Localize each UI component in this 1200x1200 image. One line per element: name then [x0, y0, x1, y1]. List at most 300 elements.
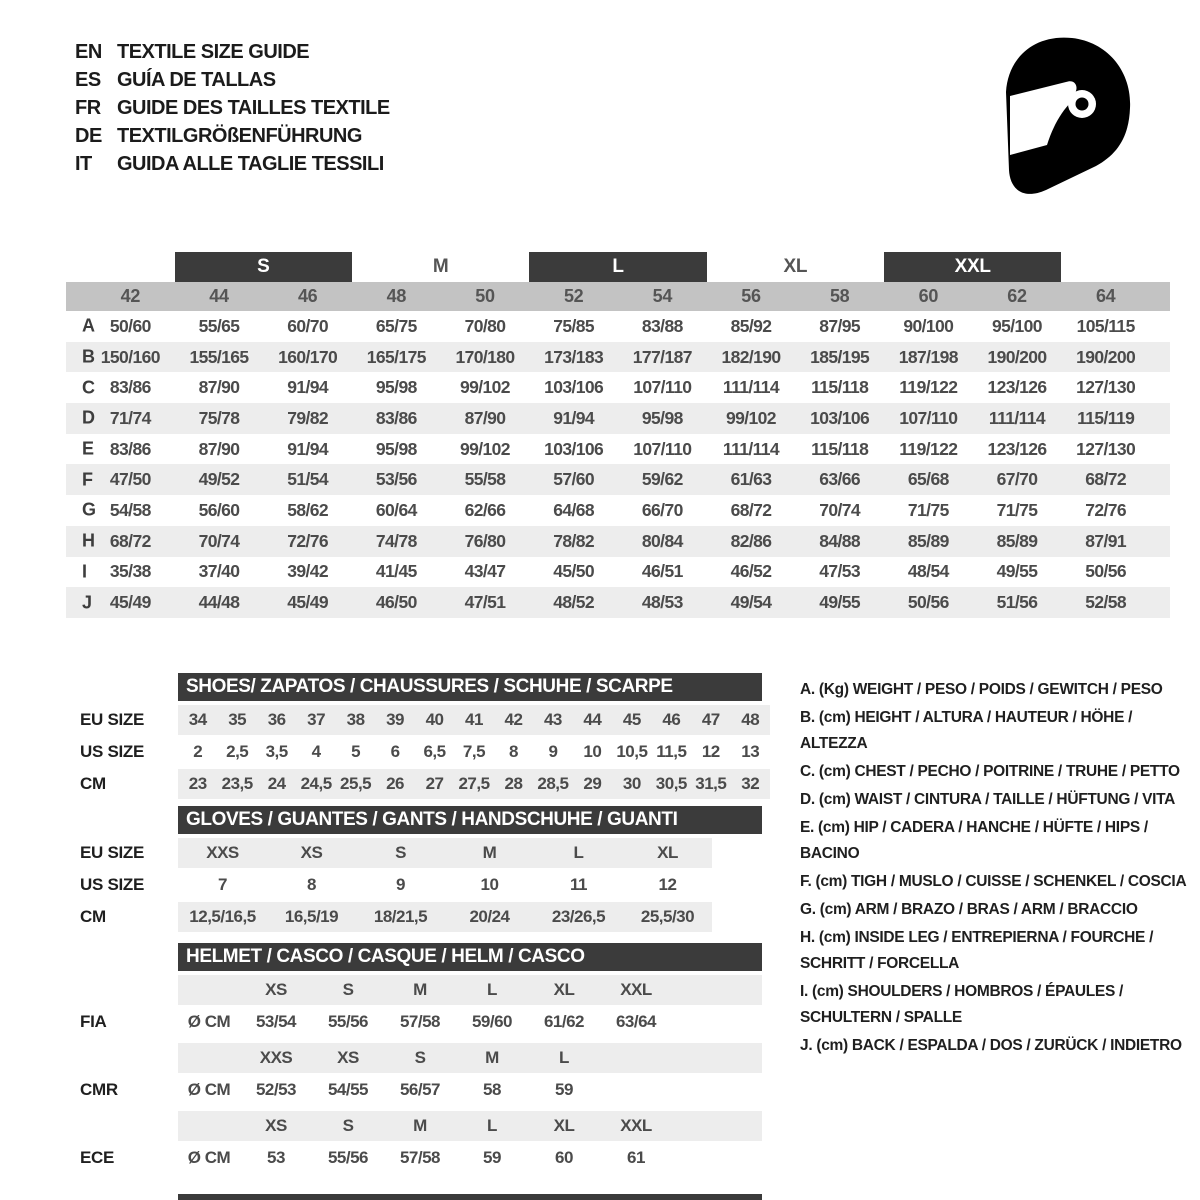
measure-value: 52/58 [1085, 592, 1127, 613]
numeric-size: 42 [120, 286, 141, 306]
measure-row-label: C [82, 377, 95, 398]
helmet-size-labels [178, 1111, 762, 1141]
helmet-values [178, 1007, 762, 1037]
measure-row-values [86, 342, 1150, 373]
helmet-size: XXS [259, 1048, 293, 1067]
legend-item: I. (cm) SHOULDERS / HOMBROS / ÉPAULES / SCHULTERN / SPALLE [800, 983, 1124, 1026]
shoes-value: 28 [504, 774, 523, 793]
measure-row-a [66, 311, 1170, 342]
measure-value: 58/62 [287, 499, 329, 520]
shoes-value: 7,5 [462, 742, 486, 761]
language-code: FR [75, 96, 101, 119]
gloves-value: 8 [307, 875, 316, 894]
measure-row-values [86, 557, 1150, 588]
measure-value: 79/82 [287, 407, 329, 428]
numeric-size: 54 [652, 286, 673, 306]
measure-value: 119/122 [899, 377, 958, 398]
shoes-value: 3,5 [265, 742, 288, 761]
measure-value: 70/80 [464, 315, 506, 336]
helmet-standard-label: CMR [80, 1080, 118, 1099]
measure-value: 99/102 [460, 438, 510, 459]
shoes-value: 10,5 [616, 742, 648, 761]
helmet-value: 55/56 [327, 1012, 369, 1031]
shoes-value: 23,5 [221, 774, 253, 793]
measure-value: 56/60 [198, 499, 240, 520]
shoes-section-header: SHOES/ ZAPATOS / CHAUSSURES / SCHUHE / SCARPE [178, 673, 762, 701]
shoes-value: 6,5 [423, 742, 446, 761]
measure-value: 53/56 [375, 469, 417, 490]
helmet-size: M [413, 1116, 427, 1135]
measure-value: 91/94 [287, 438, 329, 459]
measure-row-label: A [82, 315, 95, 336]
helmet-value: 58 [483, 1080, 501, 1099]
helmet-value: 59 [483, 1148, 501, 1167]
helmet-value: 59 [555, 1080, 573, 1099]
measure-value: 111/114 [722, 438, 780, 459]
legend-item: G. (cm) ARM / BRAZO / BRAS / ARM / BRACCIO [800, 901, 1138, 918]
measure-value: 91/94 [553, 407, 595, 428]
helmet-value: 63/64 [615, 1012, 657, 1031]
measure-value: 71/75 [996, 499, 1038, 520]
helmet-value: 59/60 [471, 1012, 513, 1031]
measure-value: 50/60 [109, 315, 151, 336]
measure-value: 50/56 [1085, 561, 1127, 582]
measure-value: 115/118 [811, 377, 869, 398]
gloves-row-values [178, 902, 712, 932]
measure-value: 49/54 [730, 592, 772, 613]
measure-row-label: H [82, 530, 95, 551]
measure-row-label: J [82, 592, 93, 613]
diameter-unit-label: Ø CM [187, 1148, 231, 1167]
legend-item: E. (cm) HIP / CADERA / HANCHE / HÜFTE / HIPS / BACINO [800, 819, 1148, 862]
shoes-value: 25,5 [340, 774, 372, 793]
measure-value: 70/74 [198, 530, 240, 551]
helmet-size: XS [337, 1048, 359, 1067]
shoes-row-label: CM [80, 774, 106, 793]
cutoff-section-bar [178, 1194, 762, 1200]
measure-value: 107/110 [633, 377, 692, 398]
shoes-rows [70, 705, 780, 799]
gloves-value: M [482, 843, 497, 862]
measure-row-label: D [82, 407, 95, 428]
shoes-value: 35 [228, 710, 247, 729]
measure-value: 57/60 [553, 469, 595, 490]
gloves-row-us-size [70, 870, 780, 900]
shoes-value: 13 [741, 742, 760, 761]
size-group-l: L [529, 252, 706, 282]
measure-value: 127/130 [1076, 377, 1136, 398]
measure-value: 85/89 [996, 530, 1038, 551]
helmet-value: 53 [267, 1148, 285, 1167]
measure-value: 111/114 [722, 377, 780, 398]
shoes-value: 29 [583, 774, 602, 793]
measure-value: 35/38 [109, 561, 151, 582]
measure-value: 165/175 [366, 346, 426, 367]
numeric-size: 60 [918, 286, 939, 306]
measure-row-values [86, 526, 1150, 557]
measure-value: 66/70 [641, 499, 683, 520]
helmet-standard-label: FIA [80, 1012, 107, 1031]
gloves-section-header: GLOVES / GUANTES / GANTS / HANDSCHUHE / GUANTI [178, 806, 762, 834]
diameter-unit-label: Ø CM [187, 1080, 231, 1099]
shoes-row-values [178, 737, 770, 767]
language-title-row [75, 66, 390, 94]
shoes-row-values [178, 769, 770, 799]
size-group-s: S [175, 252, 352, 282]
language-code: IT [75, 152, 92, 175]
shoes-value: 30 [622, 774, 641, 793]
measure-value: 60/70 [287, 315, 329, 336]
measure-row-label: F [82, 469, 93, 490]
gloves-value: 25,5/30 [640, 907, 695, 926]
measure-value: 87/95 [819, 315, 861, 336]
gloves-row-label: CM [80, 907, 106, 926]
measure-value: 49/52 [198, 469, 240, 490]
gloves-value: XS [300, 843, 323, 862]
helmet-size-labels [178, 975, 762, 1005]
gloves-value: XL [657, 843, 678, 862]
gloves-value: S [395, 843, 406, 862]
gloves-value: 12 [658, 875, 677, 894]
helmet-value: 52/53 [255, 1080, 297, 1099]
measure-value: 47/53 [819, 561, 861, 582]
helmet-value: 61 [627, 1148, 645, 1167]
shoes-value: 28,5 [537, 774, 569, 793]
helmet-section [70, 943, 780, 1173]
shoes-value: 39 [386, 710, 405, 729]
measure-value: 87/90 [198, 377, 240, 398]
measure-value: 63/66 [819, 469, 861, 490]
shoes-row-label: US SIZE [80, 742, 145, 761]
measure-value: 95/98 [375, 377, 417, 398]
shoes-row-label: EU SIZE [80, 710, 145, 729]
measure-value: 45/49 [109, 592, 151, 613]
shoes-row-cm [70, 769, 780, 799]
measure-value: 72/76 [287, 530, 329, 551]
measure-value: 111/114 [988, 407, 1046, 428]
measure-value: 45/50 [553, 561, 595, 582]
helmet-size: L [487, 1116, 497, 1135]
measure-value: 103/106 [544, 438, 604, 459]
measure-value: 45/49 [287, 592, 329, 613]
shoes-value: 2,5 [226, 742, 249, 761]
measure-row-d [66, 403, 1170, 434]
helmet-value: 60 [555, 1148, 573, 1167]
measure-value: 127/130 [1076, 438, 1136, 459]
shoes-value: 46 [662, 710, 681, 729]
measure-value: 85/89 [907, 530, 949, 551]
shoes-value: 41 [465, 710, 483, 729]
measure-value: 115/119 [1077, 407, 1135, 428]
measure-row-c [66, 372, 1170, 403]
shoes-value: 38 [346, 710, 365, 729]
measure-row-values [86, 372, 1150, 403]
language-title-row [75, 150, 390, 178]
measure-value: 83/86 [109, 438, 151, 459]
helmet-size: XS [265, 1116, 287, 1135]
measure-value: 55/65 [198, 315, 240, 336]
helmet-size: S [342, 1116, 354, 1135]
gloves-section [70, 806, 780, 932]
gloves-value: 10 [480, 875, 499, 894]
measure-value: 83/86 [109, 377, 151, 398]
gloves-row-eu-size [70, 838, 780, 868]
measure-row-label: I [82, 561, 88, 582]
shoes-value: 27 [425, 774, 444, 793]
measure-value: 68/72 [730, 499, 772, 520]
shoes-value: 11,5 [656, 742, 687, 761]
measure-value: 83/88 [641, 315, 683, 336]
measure-value: 76/80 [464, 530, 506, 551]
helmet-size: XS [265, 980, 287, 999]
measure-row-values [86, 311, 1150, 342]
gloves-value: XXS [206, 843, 239, 862]
measure-value: 170/180 [455, 346, 515, 367]
helmet-size: S [414, 1048, 426, 1067]
language-code: ES [75, 68, 101, 91]
shoes-section [70, 673, 780, 799]
measure-value: 85/92 [730, 315, 772, 336]
measure-value: 65/75 [375, 315, 417, 336]
measure-value: 47/51 [464, 592, 506, 613]
measure-value: 39/42 [287, 561, 329, 582]
measure-value: 41/45 [375, 561, 417, 582]
helmet-size: M [485, 1048, 499, 1067]
helmet-value: 57/58 [399, 1012, 441, 1031]
size-group-m: M [432, 256, 449, 277]
measure-value: 71/74 [109, 407, 151, 428]
shoes-value: 45 [622, 710, 641, 729]
measure-value: 103/106 [544, 377, 604, 398]
gloves-value: 16,5/19 [284, 907, 339, 926]
helmet-section-header: HELMET / CASCO / CASQUE / HELM / CASCO [178, 943, 762, 971]
language-code: EN [75, 40, 102, 63]
gloves-value: L [573, 843, 584, 862]
measure-value: 155/165 [189, 346, 249, 367]
shoes-value: 9 [548, 742, 558, 761]
shoes-value: 10 [583, 742, 602, 761]
measure-value: 48/53 [641, 592, 683, 613]
gloves-value: 23/26,5 [551, 907, 606, 926]
numeric-size-band [66, 282, 1170, 311]
helmet-size: M [413, 980, 427, 999]
helmet-size: XXL [620, 980, 652, 999]
measure-value: 46/52 [730, 561, 772, 582]
measure-row-values [86, 464, 1150, 495]
gloves-row-values [178, 838, 712, 868]
legend-item: J. (cm) BACK / ESPALDA / DOS / ZURÜCK / INDIETRO [800, 1037, 1182, 1054]
measure-value: 49/55 [996, 561, 1038, 582]
gloves-rows [70, 838, 780, 932]
measure-row-values [86, 403, 1150, 434]
shoes-value: 47 [701, 710, 720, 729]
measure-row-label: B [82, 346, 95, 367]
helmet-size-row-cmr [70, 1043, 780, 1073]
measure-value: 123/126 [987, 377, 1047, 398]
measure-row-values [86, 434, 1150, 465]
shoes-value: 30,5 [655, 774, 687, 793]
measure-value: 64/68 [553, 499, 595, 520]
measure-row-f [66, 464, 1170, 495]
measure-value: 59/62 [641, 469, 683, 490]
measure-value: 119/122 [899, 438, 958, 459]
helmet-size: L [487, 980, 497, 999]
measure-value: 123/126 [987, 438, 1047, 459]
measure-value: 62/66 [464, 499, 506, 520]
measure-value: 50/56 [907, 592, 949, 613]
measure-value: 43/47 [464, 561, 506, 582]
gloves-row-label: US SIZE [80, 875, 145, 894]
shoes-value: 32 [741, 774, 760, 793]
language-code: DE [75, 124, 102, 147]
measure-row-e [66, 434, 1170, 465]
numeric-size: 44 [209, 286, 229, 306]
shoes-value: 43 [543, 710, 562, 729]
guide-title: GUÍA DE TALLAS [117, 68, 276, 91]
measure-value: 78/82 [553, 530, 595, 551]
measure-value: 173/183 [544, 346, 604, 367]
helmet-standard-label: ECE [80, 1148, 115, 1167]
measure-value: 60/64 [375, 499, 417, 520]
numeric-size: 56 [741, 286, 761, 306]
shoes-value: 31,5 [695, 774, 727, 793]
measure-value: 55/58 [464, 469, 506, 490]
gloves-value: 9 [396, 875, 405, 894]
measure-value: 74/78 [375, 530, 417, 551]
helmet-value: 53/54 [255, 1012, 297, 1031]
gloves-value: 18/21,5 [373, 907, 428, 926]
language-title-row [75, 122, 390, 150]
gloves-row-label: EU SIZE [80, 843, 145, 862]
legend-item: C. (cm) CHEST / PECHO / POITRINE / TRUHE / PETTO [800, 763, 1180, 780]
measure-value: 91/94 [287, 377, 329, 398]
helmet-size-row-fia [70, 975, 780, 1005]
measure-value: 67/70 [996, 469, 1038, 490]
shoes-value: 4 [311, 742, 321, 761]
measure-value: 70/74 [819, 499, 861, 520]
numeric-size: 48 [386, 286, 407, 306]
shoes-value: 36 [267, 710, 286, 729]
shoes-value: 37 [307, 710, 326, 729]
shoes-row-values [178, 705, 770, 735]
measure-row-label: E [82, 438, 95, 459]
numeric-size: 50 [475, 286, 495, 306]
shoes-row-eu-size [70, 705, 780, 735]
measure-value: 95/98 [375, 438, 417, 459]
measure-value: 103/106 [810, 407, 870, 428]
measure-value: 49/55 [819, 592, 861, 613]
helmet-size-row-ece [70, 1111, 780, 1141]
measurement-rows [66, 311, 1170, 618]
measure-value: 65/68 [907, 469, 949, 490]
numeric-size: 46 [297, 286, 318, 306]
shoes-value: 42 [504, 710, 523, 729]
shoes-value: 8 [508, 742, 518, 761]
measure-value: 99/102 [460, 377, 510, 398]
size-group-xxl: XXL [884, 252, 1061, 282]
measure-value: 87/90 [198, 438, 240, 459]
measure-row-values [86, 495, 1150, 526]
measure-value: 87/91 [1085, 530, 1127, 551]
helmet-value-row-fia [70, 1007, 780, 1037]
measure-value: 150/160 [100, 346, 160, 367]
measure-row-b [66, 342, 1170, 373]
measure-value: 83/86 [375, 407, 417, 428]
measure-value: 54/58 [109, 499, 151, 520]
shoes-value: 48 [741, 710, 760, 729]
measure-value: 95/100 [992, 315, 1042, 336]
measure-value: 185/195 [810, 346, 870, 367]
measure-value: 115/118 [811, 438, 869, 459]
size-group-xl: XL [783, 256, 808, 277]
numeric-size: 58 [829, 286, 850, 306]
measure-value: 107/110 [633, 438, 692, 459]
measure-value: 61/63 [730, 469, 772, 490]
measure-value: 87/90 [464, 407, 506, 428]
helmet-size: S [342, 980, 354, 999]
racing-helmet-icon [980, 32, 1136, 202]
gloves-value: 7 [218, 875, 227, 894]
measure-value: 48/54 [907, 561, 949, 582]
helmet-values [178, 1143, 762, 1173]
measure-value: 75/78 [198, 407, 240, 428]
shoes-value: 34 [188, 710, 207, 729]
measure-value: 99/102 [726, 407, 776, 428]
size-letter-row [86, 252, 1150, 282]
helmet-value-row-ece [70, 1143, 780, 1173]
shoes-value: 12 [701, 742, 720, 761]
measure-value: 190/200 [987, 346, 1047, 367]
measure-value: 187/198 [898, 346, 958, 367]
shoes-value: 23 [188, 774, 207, 793]
shoes-value: 26 [386, 774, 405, 793]
helmet-size: XL [553, 980, 575, 999]
measure-value: 95/98 [641, 407, 683, 428]
measure-value: 107/110 [899, 407, 958, 428]
measure-value: 90/100 [903, 315, 954, 336]
guide-title: GUIDE DES TAILLES TEXTILE [117, 96, 390, 119]
helmet-values [178, 1075, 762, 1105]
measure-value: 190/200 [1076, 346, 1136, 367]
helmet-size: XXL [620, 1116, 652, 1135]
numeric-size: 64 [1095, 286, 1116, 306]
language-title-row [75, 94, 390, 122]
helmet-value-row-cmr [70, 1075, 780, 1105]
shoes-value: 24,5 [300, 774, 332, 793]
guide-title: TEXTILGRÖßENFÜHRUNG [117, 124, 362, 147]
measure-row-g [66, 495, 1170, 526]
shoes-value: 24 [267, 774, 286, 793]
measure-value: 182/190 [721, 346, 781, 367]
gloves-value: 12,5/16,5 [189, 907, 256, 926]
measure-value: 46/51 [641, 561, 683, 582]
shoes-value: 27,5 [458, 774, 490, 793]
measure-value: 68/72 [109, 530, 151, 551]
helmet-size: L [559, 1048, 569, 1067]
measure-value: 68/72 [1085, 469, 1127, 490]
guide-title: GUIDA ALLE TAGLIE TESSILI [117, 152, 384, 175]
measure-value: 71/75 [907, 499, 949, 520]
measure-value: 72/76 [1085, 499, 1127, 520]
gloves-value: 11 [570, 875, 587, 894]
guide-title: TEXTILE SIZE GUIDE [117, 40, 310, 63]
measure-value: 48/52 [553, 592, 595, 613]
measure-value: 75/85 [553, 315, 595, 336]
gloves-value: 20/24 [469, 907, 510, 926]
helmet-size: XL [553, 1116, 575, 1135]
measure-value: 160/170 [278, 346, 338, 367]
diameter-unit-label: Ø CM [187, 1012, 231, 1031]
